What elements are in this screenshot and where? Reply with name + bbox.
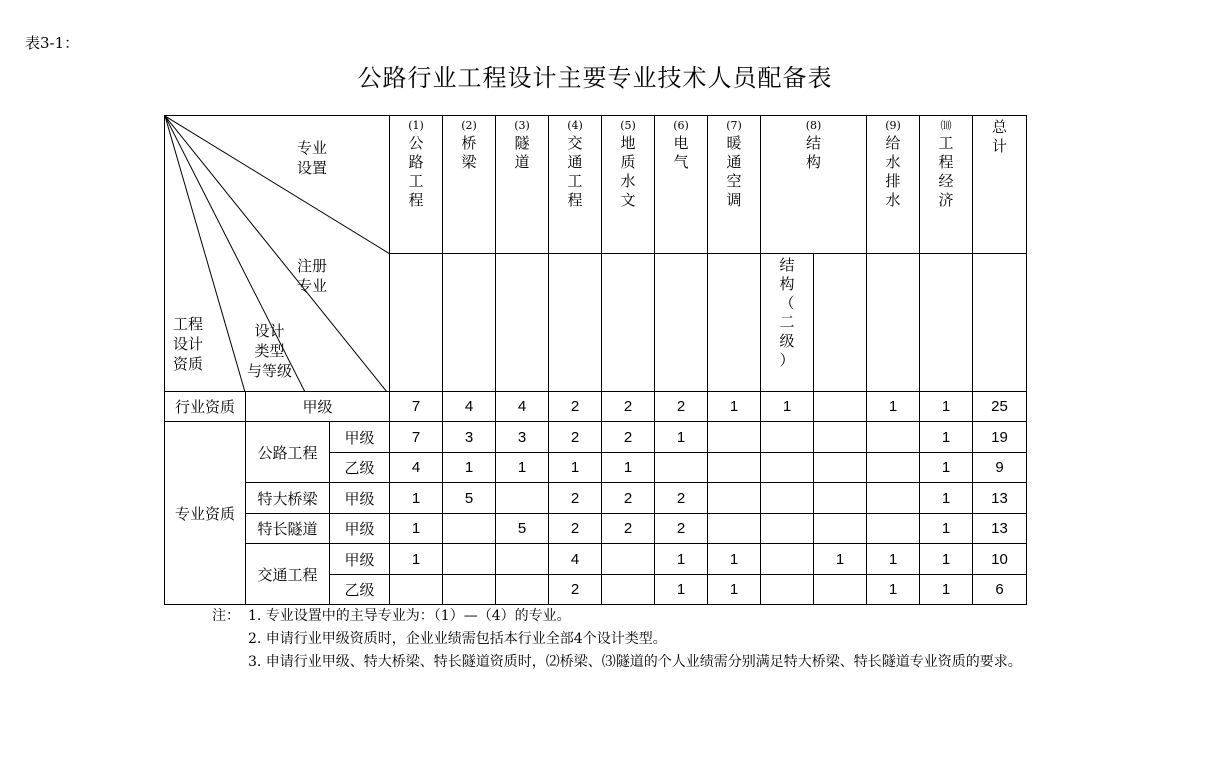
table-row [165,483,1027,514]
col-header-water: (9) 给 水 排 水 [867,116,920,254]
grade-cell: 甲级 [246,392,390,422]
value-cell: 4 [443,392,496,422]
value-cell: 13 [973,514,1027,544]
reg-cell [920,254,973,392]
value-cell [814,392,867,422]
value-cell: 1 [655,575,708,605]
value-cell [867,483,920,514]
value-cell: 10 [973,544,1027,575]
value-cell [708,483,761,514]
value-cell [761,514,814,544]
value-cell: 6 [973,575,1027,605]
grade-cell: 甲级 [330,544,390,575]
value-cell [761,575,814,605]
value-cell: 2 [655,392,708,422]
value-cell: 2 [655,514,708,544]
value-cell [708,422,761,453]
reg-cell [549,254,602,392]
value-cell: 1 [920,483,973,514]
value-cell [761,453,814,483]
value-cell [655,453,708,483]
col-header-tunnel: (3) 隧 道 [496,116,549,254]
value-cell [867,514,920,544]
reg-cell [814,254,867,392]
value-cell [708,514,761,544]
value-cell: 2 [549,422,602,453]
value-cell: 1 [920,544,973,575]
value-cell: 2 [602,392,655,422]
note-item: 2. 申请行业甲级资质时，企业业绩需包括本行业全部4个设计类型。 [248,631,667,647]
reg-cell [708,254,761,392]
value-cell: 13 [973,483,1027,514]
reg-cell [602,254,655,392]
value-cell: 2 [549,575,602,605]
grade-cell: 乙级 [330,453,390,483]
value-cell: 1 [867,544,920,575]
value-cell [761,422,814,453]
col-header-hvac: (7) 暖 通 空 调 [708,116,761,254]
grade-cell: 甲级 [330,514,390,544]
notes-label: 注： [212,608,240,624]
value-cell [496,544,549,575]
col-header-bridge: (2) 桥 梁 [443,116,496,254]
reg-cell [867,254,920,392]
grade-cell: 甲级 [330,483,390,514]
value-cell [390,575,443,605]
value-cell [814,422,867,453]
corner-label-discipline: 专业 设置 [297,139,328,177]
col-header-electrical: (6) 电 气 [655,116,708,254]
value-cell: 1 [655,422,708,453]
value-cell: 1 [655,544,708,575]
value-cell [867,422,920,453]
table-row [165,392,1027,422]
table-caption: 表3-1： [25,34,80,52]
col-header-economics: ⑽ 工 程 经 济 [920,116,973,254]
value-cell [602,544,655,575]
staffing-table [164,115,1027,605]
value-cell [602,575,655,605]
row-label-industry: 行业资质 [165,392,246,422]
col-header-hydrogeology: (5) 地 质 水 文 [602,116,655,254]
value-cell: 1 [496,453,549,483]
value-cell: 1 [708,575,761,605]
table-row [165,422,1027,453]
value-cell [814,575,867,605]
value-cell: 3 [443,422,496,453]
value-cell [761,483,814,514]
value-cell: 1 [443,453,496,483]
value-cell: 25 [973,392,1027,422]
value-cell: 2 [602,514,655,544]
note-item: 3. 申请行业甲级、特大桥梁、特长隧道资质时，⑵桥梁、⑶隧道的个人业绩需分别满足特大桥梁、特长隧道专业资质的要求。 [248,654,1022,670]
reg-cell [973,254,1027,392]
value-cell [496,575,549,605]
value-cell: 1 [602,453,655,483]
page-title: 公路行业工程设计主要专业技术人员配备表 [357,64,833,92]
corner-label-qualification: 工程 设计 资质 [173,315,204,373]
value-cell: 2 [602,483,655,514]
table-row [165,544,1027,575]
value-cell: 7 [390,422,443,453]
col-header-highway: (1) 公 路 工 程 [390,116,443,254]
row-label-professional: 专业资质 [165,422,246,605]
value-cell: 1 [708,392,761,422]
value-cell: 4 [390,453,443,483]
reg-cell [443,254,496,392]
value-cell [443,544,496,575]
value-cell [443,575,496,605]
corner-label-registered: 注册 专业 [297,257,328,295]
value-cell [443,514,496,544]
value-cell: 2 [655,483,708,514]
value-cell [761,544,814,575]
value-cell [708,453,761,483]
value-cell: 1 [761,392,814,422]
corner-label-design-type: 设计 类型 与等级 [247,322,293,380]
value-cell: 4 [496,392,549,422]
value-cell [814,514,867,544]
value-cell: 1 [708,544,761,575]
reg-cell [390,254,443,392]
type-cell: 特长隧道 [246,514,330,544]
value-cell [814,453,867,483]
value-cell: 1 [549,453,602,483]
table-notes [212,605,1028,674]
value-cell: 1 [867,575,920,605]
value-cell: 1 [920,453,973,483]
value-cell: 1 [814,544,867,575]
reg-cell [496,254,549,392]
table-row [165,514,1027,544]
value-cell [814,483,867,514]
value-cell: 5 [496,514,549,544]
type-cell: 特大桥梁 [246,483,330,514]
value-cell: 1 [920,514,973,544]
grade-cell: 甲级 [330,422,390,453]
value-cell: 1 [867,392,920,422]
value-cell: 1 [920,422,973,453]
col-header-traffic: (4) 交 通 工 程 [549,116,602,254]
value-cell: 4 [549,544,602,575]
type-cell: 公路工程 [246,422,330,483]
value-cell: 1 [390,544,443,575]
col-header-total: 总 计 [973,116,1027,254]
corner-header [165,116,390,392]
value-cell: 2 [602,422,655,453]
value-cell: 9 [973,453,1027,483]
reg-cell [655,254,708,392]
value-cell: 1 [390,514,443,544]
note-item: 1. 专业设置中的主导专业为：（1）—（4）的专业。 [248,608,571,624]
value-cell [867,453,920,483]
value-cell: 2 [549,483,602,514]
value-cell: 5 [443,483,496,514]
value-cell: 1 [920,575,973,605]
value-cell: 7 [390,392,443,422]
value-cell [496,483,549,514]
value-cell: 3 [496,422,549,453]
reg-cell-structure-level2: 结 构 （ 二 级 ） [761,254,814,392]
type-cell: 交通工程 [246,544,330,605]
value-cell: 19 [973,422,1027,453]
col-header-structure: (8) 结 构 [761,116,867,254]
value-cell: 2 [549,514,602,544]
value-cell: 1 [920,392,973,422]
value-cell: 1 [390,483,443,514]
value-cell: 2 [549,392,602,422]
grade-cell: 乙级 [330,575,390,605]
